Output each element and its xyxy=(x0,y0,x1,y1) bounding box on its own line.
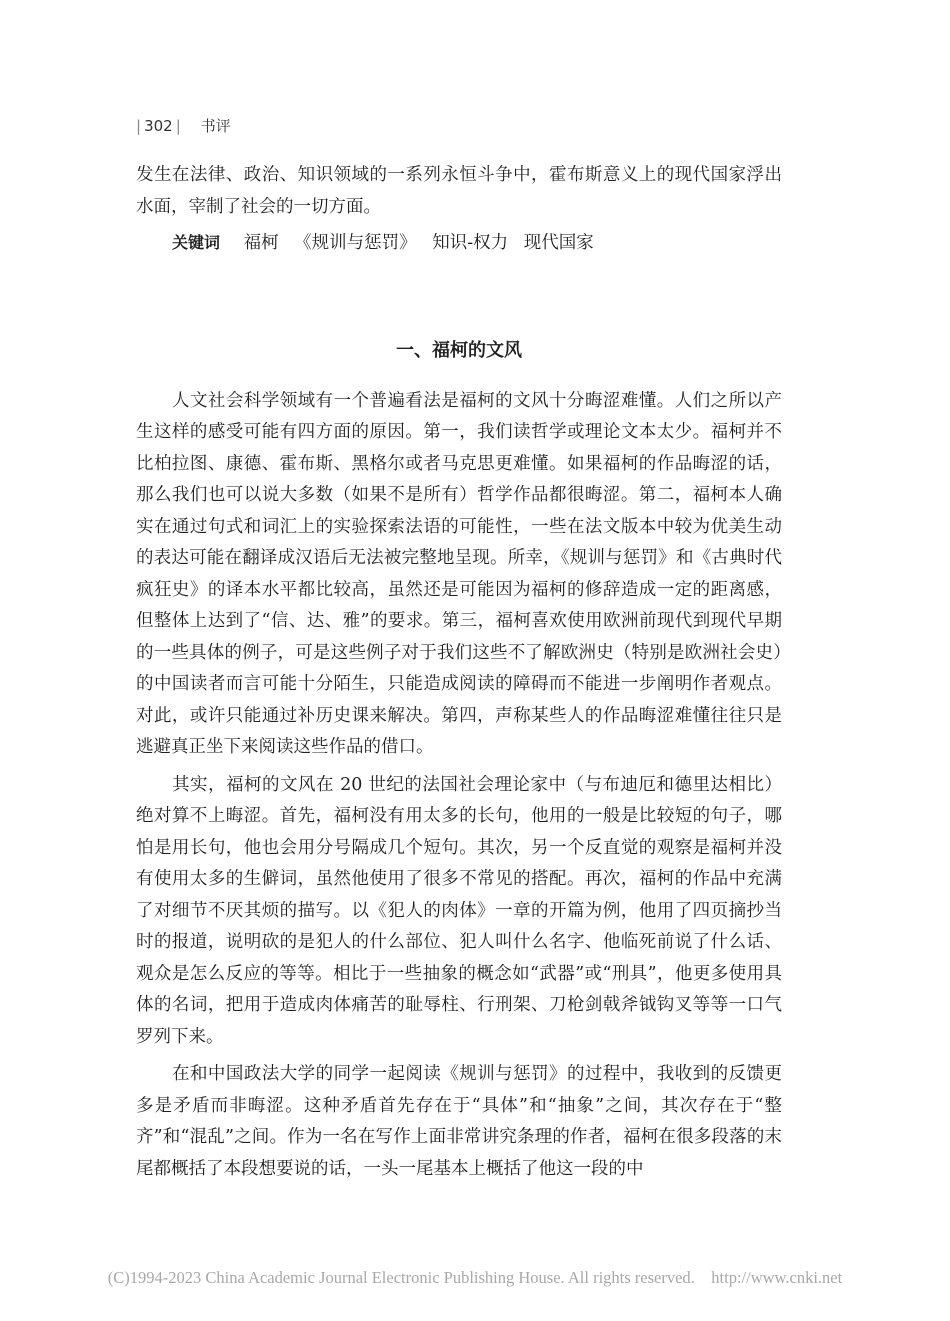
paragraph: 其实，福柯的文风在 20 世纪的法国社会理论家中（与布迪厄和德里达相比）绝对算不上晦涩。首先，福柯没有用太多的长句，他用的一般是比较短的句子，哪怕是用长句，他也会用分号隔成几个短句。其次，另一个反直觉的观察是福柯并没有使用太多的生僻词，虽然他使用了很多不常见的搭配。再次，福柯的作品中充满了对细节不厌其烦的描写。以《犯人的肉体》一章的开篇为例，他用了四页摘抄当时的报道，说明砍的是犯人的什么部位、犯人叫什么名字、他临死前说了什么话、观众是怎么反应的等等。相比于一些抽象的概念如“武器”或“刑具”，他更多使用具体的名词，把用于造成肉体痛苦的耻辱柱、行刑架、刀枪剑戟斧钺钩叉等等一口气罗列下来。 xyxy=(136,774,782,1047)
section-title: 书评 xyxy=(200,117,231,135)
keywords-label: 关键词 xyxy=(172,233,221,252)
keyword: 现代国家 xyxy=(523,233,594,253)
footer-url: http://www.cnki.net xyxy=(711,1268,843,1287)
page-number: 302 xyxy=(144,117,173,135)
abstract-tail: 发生在法律、政治、知识领域的一系列永恒斗争中，霍布斯意义上的现代国家浮出水面，宰制了社会的一切方面。 xyxy=(136,165,782,217)
keyword: 福柯 xyxy=(243,233,279,253)
article-body xyxy=(136,160,782,1185)
paragraph: 在和中国政法大学的同学一起阅读《规训与惩罚》的过程中，我收到的反馈更多是矛盾而非晦涩。这种矛盾首先存在于“具体”和“抽象”之间，其次存在于“整齐”和“混乱”之间。作为一名在写作上面非常讲究条理的作者，福柯在很多段落的末尾都概括了本段想要说的话，一头一尾基本上概括了他这一段的中 xyxy=(136,1064,782,1179)
header-divider-left: | xyxy=(136,117,142,135)
keyword: 知识-权力 xyxy=(432,233,509,253)
paragraph: 人文社会科学领域有一个普遍看法是福柯的文风十分晦涩难懂。人们之所以产生这样的感受可能有四方面的原因。第一，我们读哲学或理论文本太少。福柯并不比柏拉图、康德、霍布斯、黑格尔或者马克思更难懂。如果福柯的作品晦涩的话，那么我们也可以说大多数（如果不是所有）哲学作品都很晦涩。第二，福柯本人确实在通过句式和词汇上的实验探索法语的可能性，一些在法文版本中较为优美生动的表达可能在翻译成汉语后无法被完整地呈现。所幸，《规训与惩罚》和《古典时代疯狂史》的译本水平都比较高，虽然还是可能因为福柯的修辞造成一定的距离感，但整体上达到了“信、达、雅”的要求。第三，福柯喜欢使用欧洲前现代到现代早期的一些具体的例子，可是这些例子对于我们这些不了解欧洲史（特别是欧洲社会史）的中国读者而言可能十分陌生，只能造成阅读的障碍而不能进一步阐明作者观点。对此，或许只能通过补历史课来解决。第四，声称某些人的作品晦涩难懂往往只是逃避真正坐下来阅读这些作品的借口。 xyxy=(136,390,782,757)
running-header xyxy=(136,116,231,136)
keyword: 《规训与惩罚》 xyxy=(294,233,417,253)
copyright-footer xyxy=(0,1268,950,1288)
keywords-line xyxy=(172,227,782,260)
section-heading: 一、福柯的文风 xyxy=(396,339,522,361)
header-divider-right: | xyxy=(175,117,181,135)
copyright-text: (C)1994-2023 China Academic Journal Electronic Publishing House. All rights reserved. xyxy=(107,1268,695,1287)
